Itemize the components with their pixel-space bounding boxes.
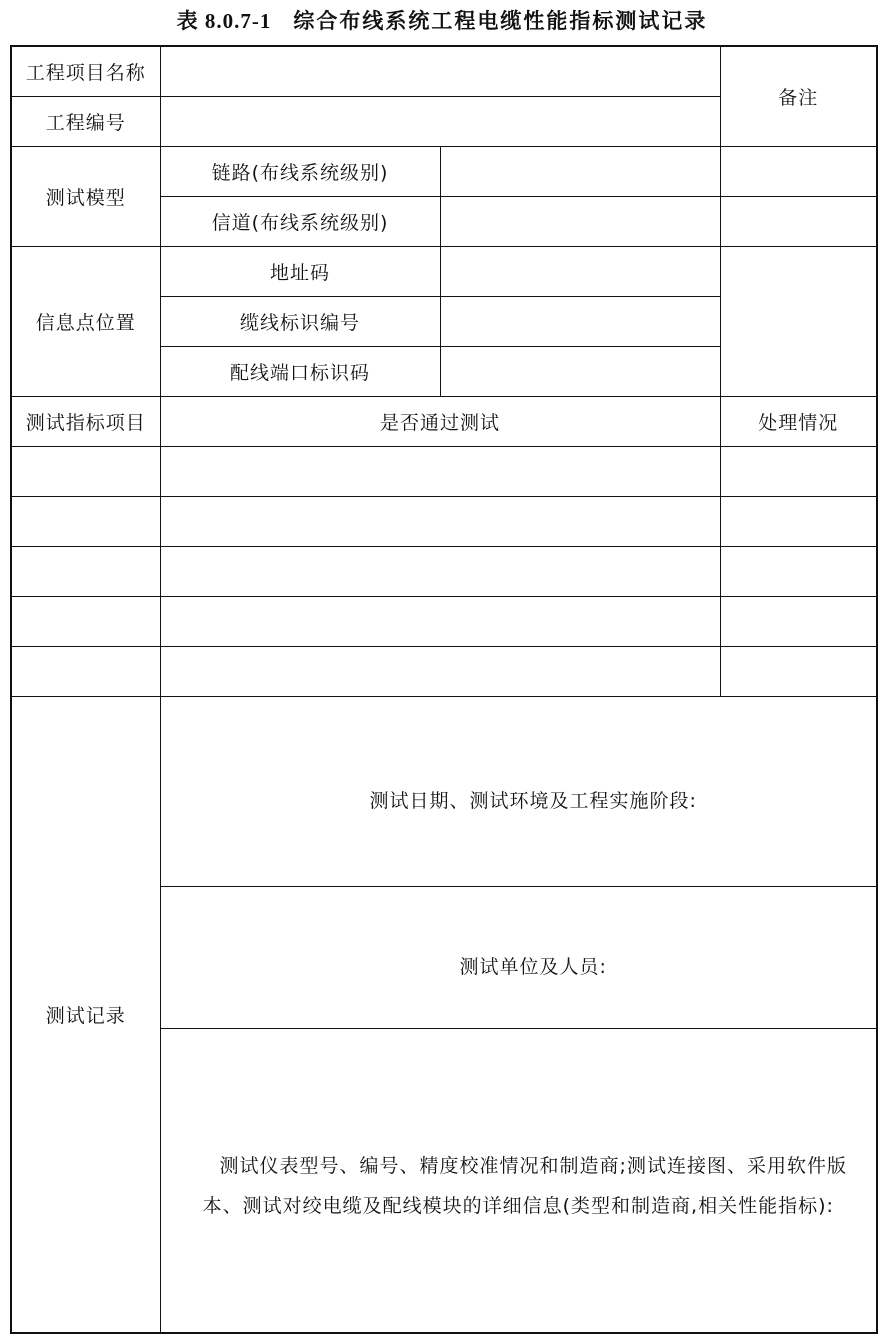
pass-cell[interactable] bbox=[160, 646, 720, 696]
project-no-field[interactable] bbox=[160, 96, 720, 146]
handling-cell[interactable] bbox=[720, 546, 877, 596]
port-id-field[interactable] bbox=[440, 346, 720, 396]
test-record-label: 测试记录 bbox=[11, 696, 160, 1333]
item-cell[interactable] bbox=[11, 646, 160, 696]
instrument-info-field[interactable] bbox=[160, 1028, 877, 1333]
channel-remark-field[interactable] bbox=[720, 196, 877, 246]
info-point-remark-field[interactable] bbox=[720, 246, 877, 396]
date-env-label: 测试日期、测试环境及工程实施阶段: bbox=[369, 790, 697, 812]
handling-header: 处理情况 bbox=[720, 396, 877, 446]
pass-cell[interactable] bbox=[160, 496, 720, 546]
cable-id-field[interactable] bbox=[440, 296, 720, 346]
address-code-field[interactable] bbox=[440, 246, 720, 296]
item-cell[interactable] bbox=[11, 546, 160, 596]
item-cell[interactable] bbox=[11, 596, 160, 646]
table-number: 表 8.0.7-1 bbox=[176, 9, 272, 33]
item-cell[interactable] bbox=[11, 496, 160, 546]
link-remark-field[interactable] bbox=[720, 146, 877, 196]
pass-cell[interactable] bbox=[160, 596, 720, 646]
cable-id-label: 缆线标识编号 bbox=[160, 296, 440, 346]
table-row bbox=[11, 446, 877, 496]
project-name-field[interactable] bbox=[160, 46, 720, 96]
port-id-label: 配线端口标识码 bbox=[160, 346, 440, 396]
table-row bbox=[11, 496, 877, 546]
date-env-field[interactable] bbox=[160, 696, 877, 886]
address-code-label: 地址码 bbox=[160, 246, 440, 296]
channel-field[interactable] bbox=[440, 196, 720, 246]
channel-label: 信道(布线系统级别) bbox=[160, 196, 440, 246]
test-model-label: 测试模型 bbox=[11, 146, 160, 246]
test-items-header: 测试指标项目 bbox=[11, 396, 160, 446]
instrument-info-label: 测试仪表型号、编号、精度校准情况和制造商;测试连接图、采用软件版本、测试对绞电缆及配线模块的详细信息(类型和制造商,相关性能指标): bbox=[202, 1155, 847, 1218]
handling-cell[interactable] bbox=[720, 496, 877, 546]
pass-cell[interactable] bbox=[160, 546, 720, 596]
item-cell[interactable] bbox=[11, 446, 160, 496]
handling-cell[interactable] bbox=[720, 446, 877, 496]
handling-cell[interactable] bbox=[720, 596, 877, 646]
pass-header: 是否通过测试 bbox=[160, 396, 720, 446]
handling-cell[interactable] bbox=[720, 646, 877, 696]
table-row bbox=[11, 596, 877, 646]
form-title bbox=[0, 4, 884, 38]
link-label: 链路(布线系统级别) bbox=[160, 146, 440, 196]
pass-cell[interactable] bbox=[160, 446, 720, 496]
table-row bbox=[11, 646, 877, 696]
project-name-label: 工程项目名称 bbox=[11, 46, 160, 96]
unit-personnel-label: 测试单位及人员: bbox=[459, 956, 607, 978]
info-point-label: 信息点位置 bbox=[11, 246, 160, 396]
project-no-label: 工程编号 bbox=[11, 96, 160, 146]
unit-personnel-field[interactable] bbox=[160, 886, 877, 1028]
table-title-text: 综合布线系统工程电缆性能指标测试记录 bbox=[293, 9, 708, 33]
table-row bbox=[11, 546, 877, 596]
link-field[interactable] bbox=[440, 146, 720, 196]
cable-test-record-table bbox=[10, 45, 878, 1334]
remarks-label: 备注 bbox=[720, 46, 877, 146]
